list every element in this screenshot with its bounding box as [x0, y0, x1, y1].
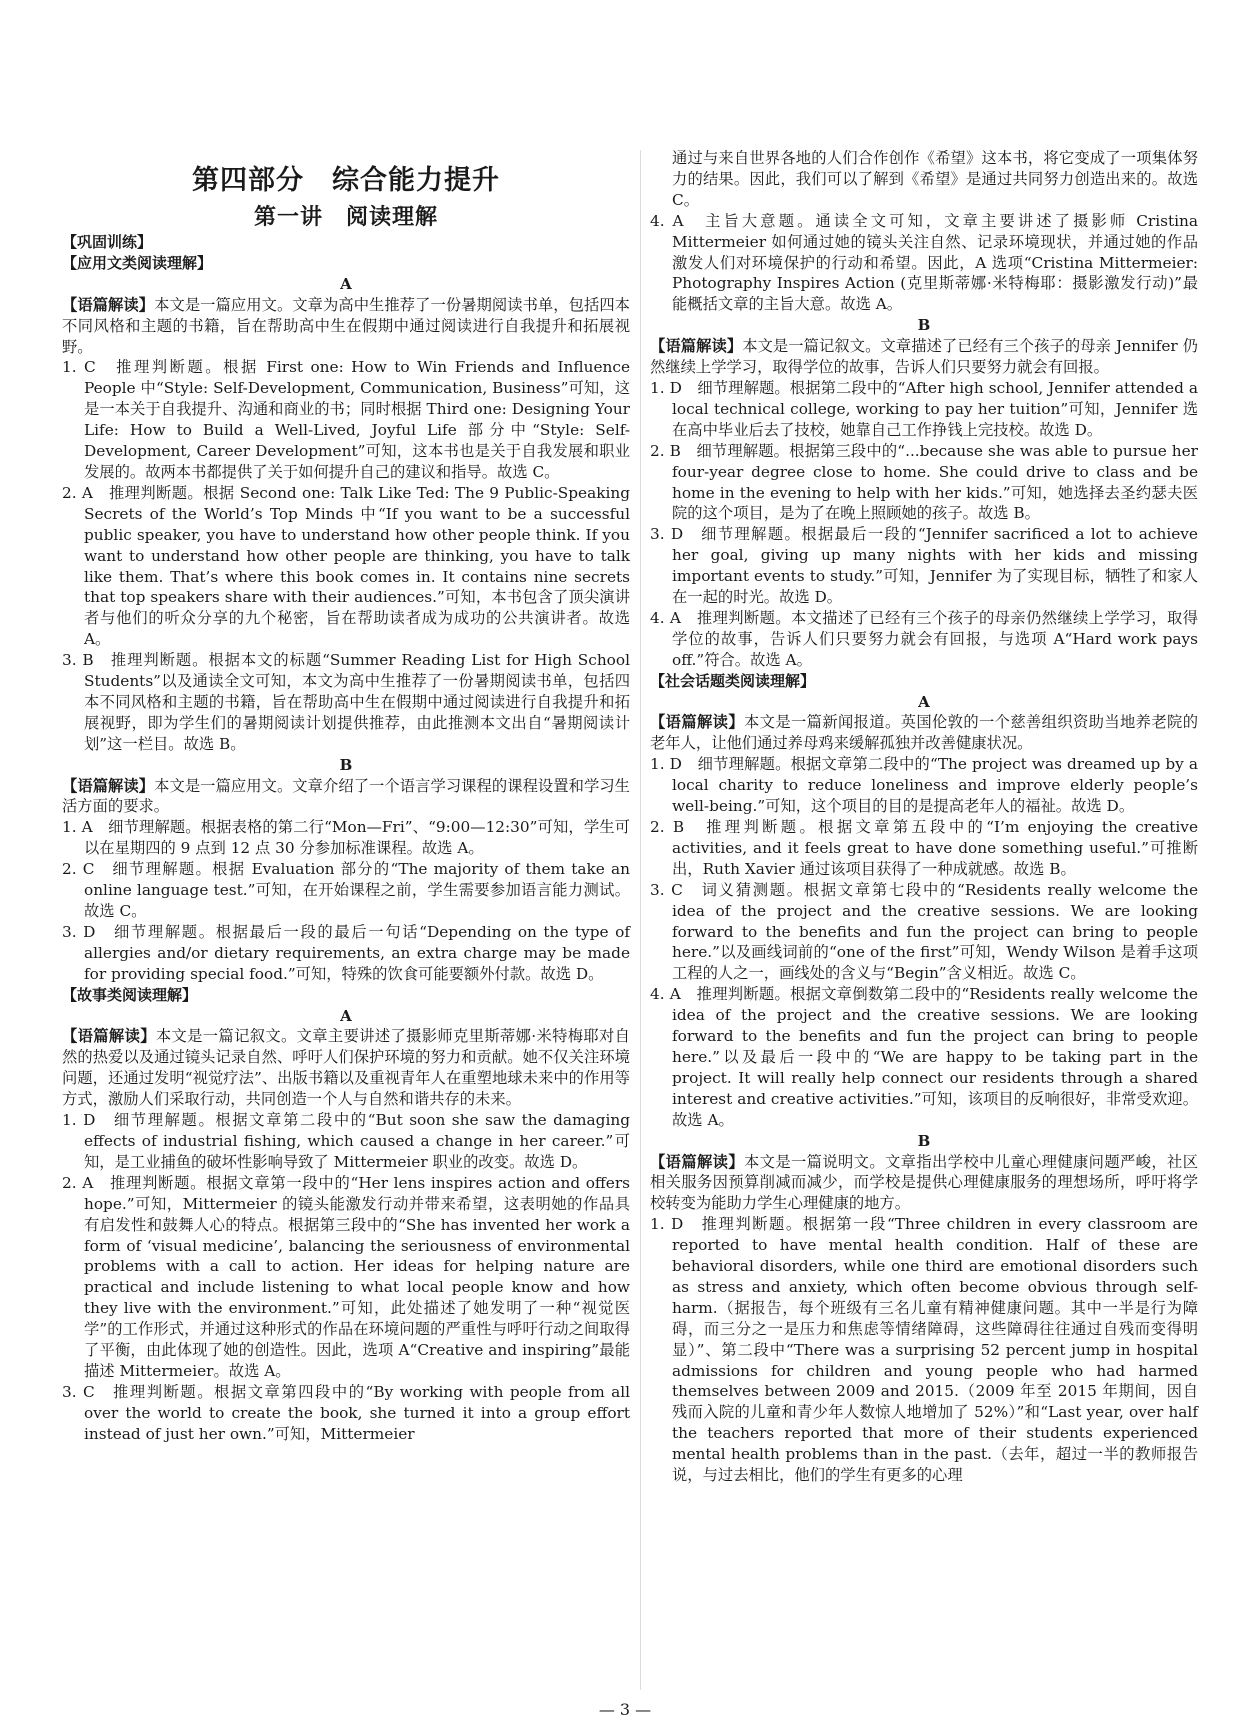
passage-letter: B	[917, 1131, 931, 1150]
passage-letter: B	[339, 755, 353, 774]
page-number: — 3 —	[598, 1700, 652, 1719]
summary-text: 本文是一篇新闻报道。英国伦敦的一个慈善组织资助当地养老院的老年人，让他们通过养母鸡来缓解孤独并改善健康状况。	[650, 713, 1198, 753]
answer-item: 1. D 细节理解题。根据文章第二段中的“The project was dreamed up by a local charity to reduce loneliness and improve elderly people’s well-being.”可知，这个项目的目的是提高老年人的福祉。故选 D。	[650, 755, 1198, 816]
right-column	[650, 148, 1198, 1486]
lecture-title: 第一讲 阅读理解	[253, 205, 438, 230]
answer-item: 4. A 推理判断题。根据文章倒数第二段中的“Residents really welcome the idea of the project and the creative sessions. We are looking forward to the benefits and fun the project can bring to people here.”以及最后一段中的“We are happy to be taking part in the project. It will really help connect our residents through a shared interest and creative activities.”可知，该项目的反响很好，非常受欢迎。故选 A。	[650, 985, 1198, 1129]
left-column	[62, 232, 630, 1445]
answer-item: 1. A 细节理解题。根据表格的第二行“Mon—Fri”、“9:00—12:30”可知，学生可以在星期四的 9 点到 12 点 30 分参加标准课程。故选 A。	[62, 818, 630, 858]
summary-tag: 【语篇解读】	[650, 337, 743, 356]
answer-item: 3. C 推理判断题。根据文章第四段中的“By working with people from all over the world to create the book, she turned it into a group effort instead of just her own.”可知，Mittermeier	[62, 1382, 630, 1443]
answer-continuation: 通过与来自世界各地的人们合作创作《希望》这本书，将它变成了一项集体努力的结果。因此，我们可以了解到《希望》是通过共同努力创造出来的。故选 C。	[672, 149, 1198, 209]
section-heading: 【故事类阅读理解】	[62, 985, 198, 1004]
answer-item: 3. C 词义猜测题。根据文章第七段中的“Residents really welcome the idea of the project and the creative sessions. We are looking forward to the benefits and fun the project can bring to people here.”以及画线词前的“one of the first”可知，Wendy Wilson 是着手这项工程的人之一，画线处的含义与“Begin”含义相近。故选 C。	[650, 880, 1198, 983]
answer-item: 1. D 推理判断题。根据第一段“Three children in every classroom are reported to have mental health condition. Half of these are behavioral disorders, while one third are emotional disorders such as stress and anxiety, which often become obvious through self-harm.（据报告，每个班级有三名儿童有精神健康问题。其中一半是行为障碍，而三分之一是压力和焦虑等情绪障碍，这些障碍往往通过自残而变得明显）”、第二段中“There was a surprising 52 percent jump in hospital admissions for children and young people who had harmed themselves between 2009 and 2015.（2009 年至 2015 年期间，因自残而入院的儿童和青少年人数惊人地增加了 52%）”和“Last year, over half the teachers reported that more of their students experienced mental health problems than in the past.（去年，超过一半的教师报告说，与过去相比，他们的学生有更多的心理	[650, 1215, 1198, 1485]
answer-item: 1. D 细节理解题。根据第二段中的“After high school, Jennifer attended a local technical college, working to pay her tuition”可知，Jennifer 选在高中毕业后去了技校，她靠自己工作挣钱上完技校。故选 D。	[650, 378, 1198, 439]
section-heading: 【巩固训练】	[62, 233, 153, 251]
summary-tag: 【语篇解读】	[62, 295, 155, 314]
passage-summary	[62, 295, 630, 358]
answer-item: 2. C 细节理解题。根据 Evaluation 部分的“The majority of them take an online language test.”可知，在开始课程之前，学生需要参加语言能力测试。故选 C。	[62, 860, 630, 920]
answer-item: 3. B 推理判断题。根据本文的标题“Summer Reading List for High School Students”以及通读全文可知，本文为高中生推荐了一份暑期阅读书单，包括四本不同风格和主题的书籍，旨在帮助高中生在假期中通过阅读进行自我提升和拓展视野，即为学生们的暑期阅读计划提供推荐，由此推测本文出自“暑期阅读计划”这一栏目。故选 B。	[62, 651, 630, 753]
summary-text: 本文是一篇记叙文。文章主要讲述了摄影师克里斯蒂娜·米特梅耶对自然的热爱以及通过镜头记录自然、呼吁人们保护环境的努力和贡献。她不仅关注环境问题，还通过发明“视觉疗法”、出版书籍以及重视青年人在重塑地球未来中的作用等方式，激励人们采取行动，共同创造一个人与自然和谐共存的未来。	[62, 1027, 630, 1109]
summary-text: 本文是一篇记叙文。文章描述了已经有三个孩子的母亲 Jennifer 仍然继续上学学习，取得学位的故事，告诉人们只要努力就会有回报。	[650, 337, 1198, 377]
passage-letter: A	[340, 274, 352, 293]
passage-summary	[650, 1152, 1198, 1215]
summary-tag: 【语篇解读】	[62, 776, 155, 795]
summary-text: 本文是一篇应用文。文章介绍了一个语言学习课程的课程设置和学习生活方面的要求。	[62, 776, 630, 816]
passage-letter: B	[917, 316, 931, 335]
passage-letter: A	[918, 692, 930, 711]
passage-letter: A	[340, 1006, 352, 1025]
answer-item: 4. A 推理判断题。本文描述了已经有三个孩子的母亲仍然继续上学学习，取得学位的故事，告诉人们只要努力就会有回报，与选项 A“Hard work pays off.”符合。故选 A。	[650, 608, 1198, 669]
summary-text: 本文是一篇应用文。文章为高中生推荐了一份暑期阅读书单，包括四本不同风格和主题的书籍，旨在帮助高中生在假期中通过阅读进行自我提升和拓展视野。	[62, 295, 630, 356]
answer-item: 2. B 推理判断题。根据文章第五段中的“I’m enjoying the creative activities, and it feels great to have done something useful.”可推断出，Ruth Xavier 通过该项目获得了一种成就感。故选 B。	[650, 818, 1198, 878]
summary-tag: 【语篇解读】	[650, 713, 745, 732]
answer-item: 3. D 细节理解题。根据最后一段的“Jennifer sacrificed a lot to achieve her goal, giving up many nights with her kids and missing important events to study.”可知，Jennifer 为了实现目标，牺牲了和家人在一起的时光。故选 D。	[650, 525, 1198, 607]
passage-summary	[650, 712, 1198, 754]
answer-item: 1. C 推理判断题。根据 First one: How to Win Friends and Influence People 中“Style: Self-Development, Communication, Business”可知，这是一本关于自我提升、沟通和商业的书；同时根据 Third one: Designing Your Life: How to Build a Well-Lived, Joyful Life 部分中“Style: Self-Development, Career Development”可知，这本书也是关于自我发展和职业发展的。故两本书都提供了关于如何提升自己的建议和指导。故选 C。	[62, 358, 630, 481]
answer-item: 3. D 细节理解题。根据最后一段的最后一句话“Depending on the type of allergies and/or dietary requirements, an extra charge may be made for providing special food.”可知，特殊的饮食可能要额外付款。故选 D。	[62, 922, 630, 983]
answer-item: 4. A 主旨大意题。通读全文可知，文章主要讲述了摄影师 Cristina Mittermeier 如何通过她的镜头关注自然、记录环境现状，并通过她的作品激发人们对环境保护的行动和希望。因此，A 选项“Cristina Mittermeier: Photography Inspires Action (克里斯蒂娜·米特梅耶：摄影激发行动)”最能概括文章的主旨大意。故选 A。	[650, 211, 1198, 314]
answer-item: 2. B 细节理解题。根据第三段中的“...because she was able to pursue her four-year degree close to home. She could drive to class and be home in the evening to help with her kids.”可知，她选择去圣约瑟夫医院的这个项目，是为了在晚上照顾她的孩子。故选 B。	[650, 441, 1198, 523]
section-heading: 【应用文类阅读理解】	[62, 253, 213, 272]
column-divider	[640, 150, 641, 1690]
section-heading: 【社会话题类阅读理解】	[650, 671, 816, 690]
passage-summary	[62, 776, 630, 818]
summary-text: 本文是一篇说明文。文章指出学校中儿童心理健康问题严峻，社区相关服务因预算削减而减少，而学校是提供心理健康服务的理想场所，呼吁将学校转变为能助力学生心理健康的地方。	[650, 1152, 1198, 1213]
answer-item: 1. D 细节理解题。根据文章第二段中的“But soon she saw the damaging effects of industrial fishing, which caused a change in her career.”可知，是工业捕鱼的破坏性影响导致了 Mittermeier 职业的改变。故选 D。	[62, 1111, 630, 1171]
passage-summary	[650, 336, 1198, 378]
summary-tag: 【语篇解读】	[62, 1027, 156, 1046]
summary-tag: 【语篇解读】	[650, 1152, 745, 1171]
answer-item: 2. A 推理判断题。根据文章第一段中的“Her lens inspires action and offers hope.”可知，Mittermeier 的镜头能激发行动并带来希望，这表明她的作品具有启发性和鼓舞人心的特点。根据第三段中的“She has invented her work a form of ‘visual medicine’, balancing the seriousness of environmental problems with a call to action. Her ideas for helping nature are practical and include listening to what local people know and how they live with the environment.”可知，此处描述了她发明了一种“视觉医学”的工作形式，并通过这种形式的作品在环境问题的严重性与呼吁行动之间取得了平衡，由此体现了她的创造性。因此，选项 A“Creative and inspiring”最能描述 Mittermeier。故选 A。	[62, 1173, 630, 1380]
answer-item: 2. A 推理判断题。根据 Second one: Talk Like Ted: The 9 Public-Speaking Secrets of the World’s Top Minds 中“If you want to be a successful public speaker, you have to understand how other people think. If you want to understand how other people are thinking, you have to talk like them. That’s where this book comes in. It contains nine secrets that top speakers share with their audiences.”可知，本书包含了顶尖演讲者与他们的听众分享的九个秘密，旨在帮助读者成为成功的公共演讲者。故选 A。	[62, 483, 630, 649]
passage-summary	[62, 1026, 630, 1110]
part-title: 第四部分 综合能力提升	[192, 165, 500, 196]
